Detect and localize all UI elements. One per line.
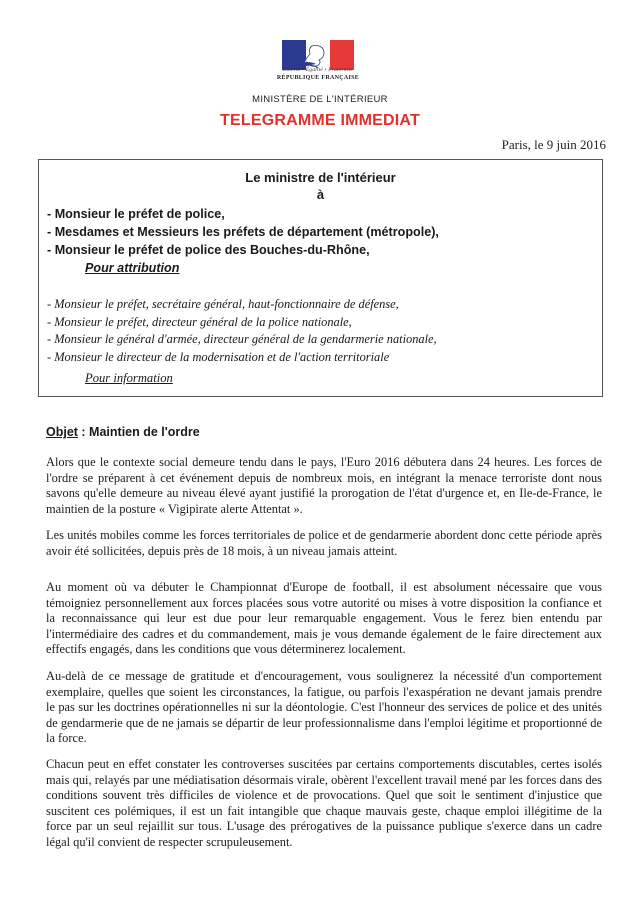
recipient-line: - Mesdames et Messieurs les préfets de département (métropole), (47, 225, 439, 239)
marianne-logo (282, 40, 354, 80)
subject-line (46, 425, 200, 439)
marianne-profile-icon (294, 42, 338, 70)
recipient-line: - Monsieur le préfet de police, (47, 207, 225, 221)
republic-motto: Liberté • Égalité • Fraternité (283, 67, 353, 73)
date-line: Paris, le 9 juin 2016 (501, 137, 606, 152)
info-recipient-line: - Monsieur le préfet, directeur général de la police nationale, (47, 315, 352, 329)
attribution-label: Pour attribution (85, 261, 180, 275)
sender-to: à (316, 187, 325, 202)
information-label: Pour information (85, 371, 173, 385)
body-paragraph: Alors que le contexte social demeure tendu dans le pays, l'Euro 2016 débutera dans 24 heures. Les forces de l'ordre se préparent à cet événement depuis de nombreux mois, en intégrant la menace terroriste dont nous savons qu'elle demeure au niveau élevé ayant justifié la prorogation de l'état d'urgence et, en Ile-de-France, le maintien de la posture « Vigipirate alerte Attentat ». (46, 455, 602, 516)
body-paragraph: Chacun peut en effet constater les controverses suscitées par certains comportements discutables, certes isolés mais qui, relayés par une médiatisation désormais virale, obèrent l'excellent travail mené par les forces dans des conditions souvent très difficiles de violence et de provocations. Quel que soit le sentiment d'injustice que suscitent ces polémiques, il est un fait intangible que chaque mauvais geste, chaque emploi illégitime de la force par un seul rejaillit sur tous. L'usage des prérogatives de la puissance publique s'exerce dans un cadre légal qu'il convient de respecter scrupuleusement. (46, 757, 602, 849)
body-paragraph: Les unités mobiles comme les forces territoriales de police et de gendarmerie abordent donc cette période après avoir été sollicitées, depuis près de 18 mois, à un niveau jamais atteint. (46, 528, 602, 558)
body-paragraph: Au-delà de ce message de gratitude et d'encouragement, vous soulignerez la nécessité d'un comportement exemplaire, quelles que soient les circonstances, la fatigue, ou parfois l'exaspération ne devant jamais prendre le pas sur les doctrines opérationnelles ni sur la déontologie. C'est l'honneur des services de police et des unités de gendarmerie que de ne jamais se départir de leur professionnalisme dans l'emploi légitime et proportionné de la force. (46, 669, 602, 746)
ministry-name: MINISTÈRE DE L'INTÉRIEUR (252, 94, 388, 105)
addressee-box (38, 159, 603, 397)
subject-label: Objet (46, 425, 78, 439)
info-recipient-line: - Monsieur le général d'armée, directeur général de la gendarmerie nationale, (47, 332, 437, 346)
info-recipient-line: - Monsieur le directeur de la modernisation et de l'action territoriale (47, 350, 390, 364)
info-recipient-line: - Monsieur le préfet, secrétaire général, haut-fonctionnaire de défense, (47, 297, 399, 311)
document-title: TELEGRAMME IMMEDIAT (220, 112, 420, 129)
republique-francaise: RÉPUBLIQUE FRANÇAISE (276, 75, 360, 81)
body-paragraph: Au moment où va débuter le Championnat d'Europe de football, il est absolument nécessaire que vous témoigniez personnellement aux forces placées sous votre autorité ou mises à votre disposition la confiance et la reconnaissance qui leur est due pour leur remarquable engagement. Vous le ferez bien entendu par l'intermédiaire des cadres et du commandement, mais je vous demande également de le faire directement aux effectifs engagés, dans les conditions que vous déterminerez localement. (46, 580, 602, 657)
sender: Le ministre de l'intérieur (245, 170, 396, 185)
subject-text: : Maintien de l'ordre (77, 425, 200, 439)
recipient-line: - Monsieur le préfet de police des Bouches-du-Rhône, (47, 243, 370, 257)
